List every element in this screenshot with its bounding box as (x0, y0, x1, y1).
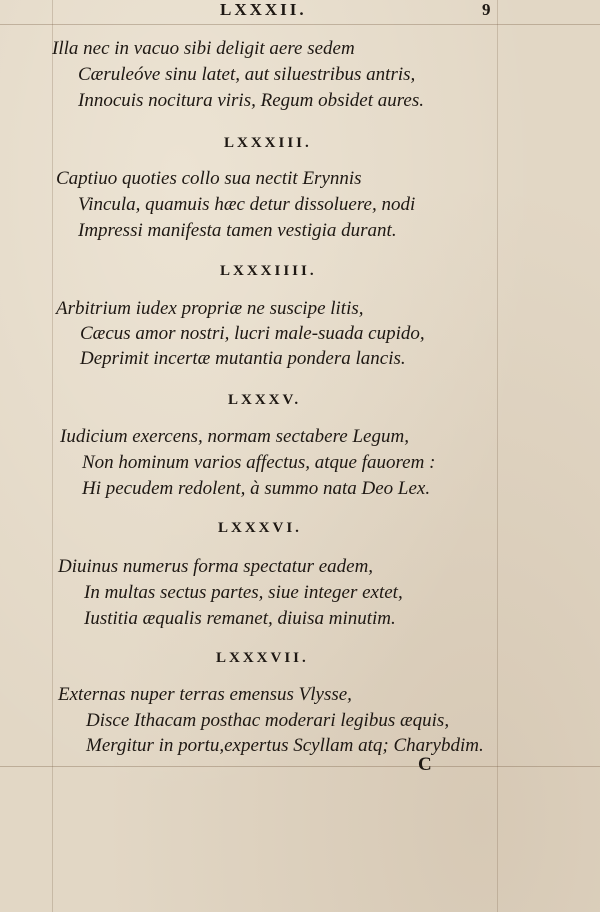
verse-line: Arbitrium iudex propriæ ne suscipe litis, (56, 298, 364, 319)
verse-line: Impressi manifesta tamen vestigia durant. (78, 220, 397, 241)
ruled-line-left (52, 0, 53, 912)
verse-line: Cæcus amor nostri, lucri male-suada cupido, (80, 323, 425, 344)
verse-line: Cæruleóve sinu latet, aut siluestribus antris, (78, 64, 416, 85)
signature-mark: C (418, 754, 432, 775)
verse-line: Externas nuper terras emensus Vlysse, (58, 684, 352, 705)
ruled-line-right (497, 0, 498, 912)
section-numeral: LXXXIIII. (220, 263, 317, 279)
ruled-line-top (0, 24, 600, 25)
page-number: 9 (482, 0, 491, 19)
verse-line: Iudicium exercens, normam sectabere Legum, (60, 426, 409, 447)
section-numeral: LXXXIII. (224, 135, 312, 151)
verse-line: Illa nec in vacuo sibi deligit aere sedem (52, 38, 355, 59)
section-numeral: LXXXV. (228, 392, 302, 408)
verse-line: Vincula, quamuis hæc detur dissoluere, nodi (78, 194, 416, 215)
section-numeral: LXXXVI. (218, 520, 302, 536)
verse-line: Mergitur in portu,expertus Scyllam atq; Charybdim. (86, 735, 484, 756)
verse-line: Innocuis nocitura viris, Regum obsidet aures. (78, 90, 425, 111)
verse-line: Diuinus numerus forma spectatur eadem, (58, 556, 374, 577)
verse-line: Non hominum varios affectus, atque fauorem : (82, 452, 436, 473)
verse-line: In multas sectus partes, siue integer extet, (84, 582, 403, 603)
verse-line: Deprimit incertæ mutantia pondera lancis. (80, 348, 406, 369)
verse-line: Iustitia æqualis remanet, diuisa minutim. (84, 608, 396, 629)
verse-line: Captiuo quoties collo sua nectit Erynnis (56, 168, 362, 189)
verse-line: Disce Ithacam posthac moderari legibus æquis, (86, 710, 450, 731)
verse-line: Hi pecudem redolent, à summo nata Deo Lex. (82, 478, 431, 499)
ruled-line-bottom (0, 766, 600, 767)
section-numeral: LXXXVII. (216, 650, 309, 666)
running-head: LXXXII. (220, 0, 307, 19)
